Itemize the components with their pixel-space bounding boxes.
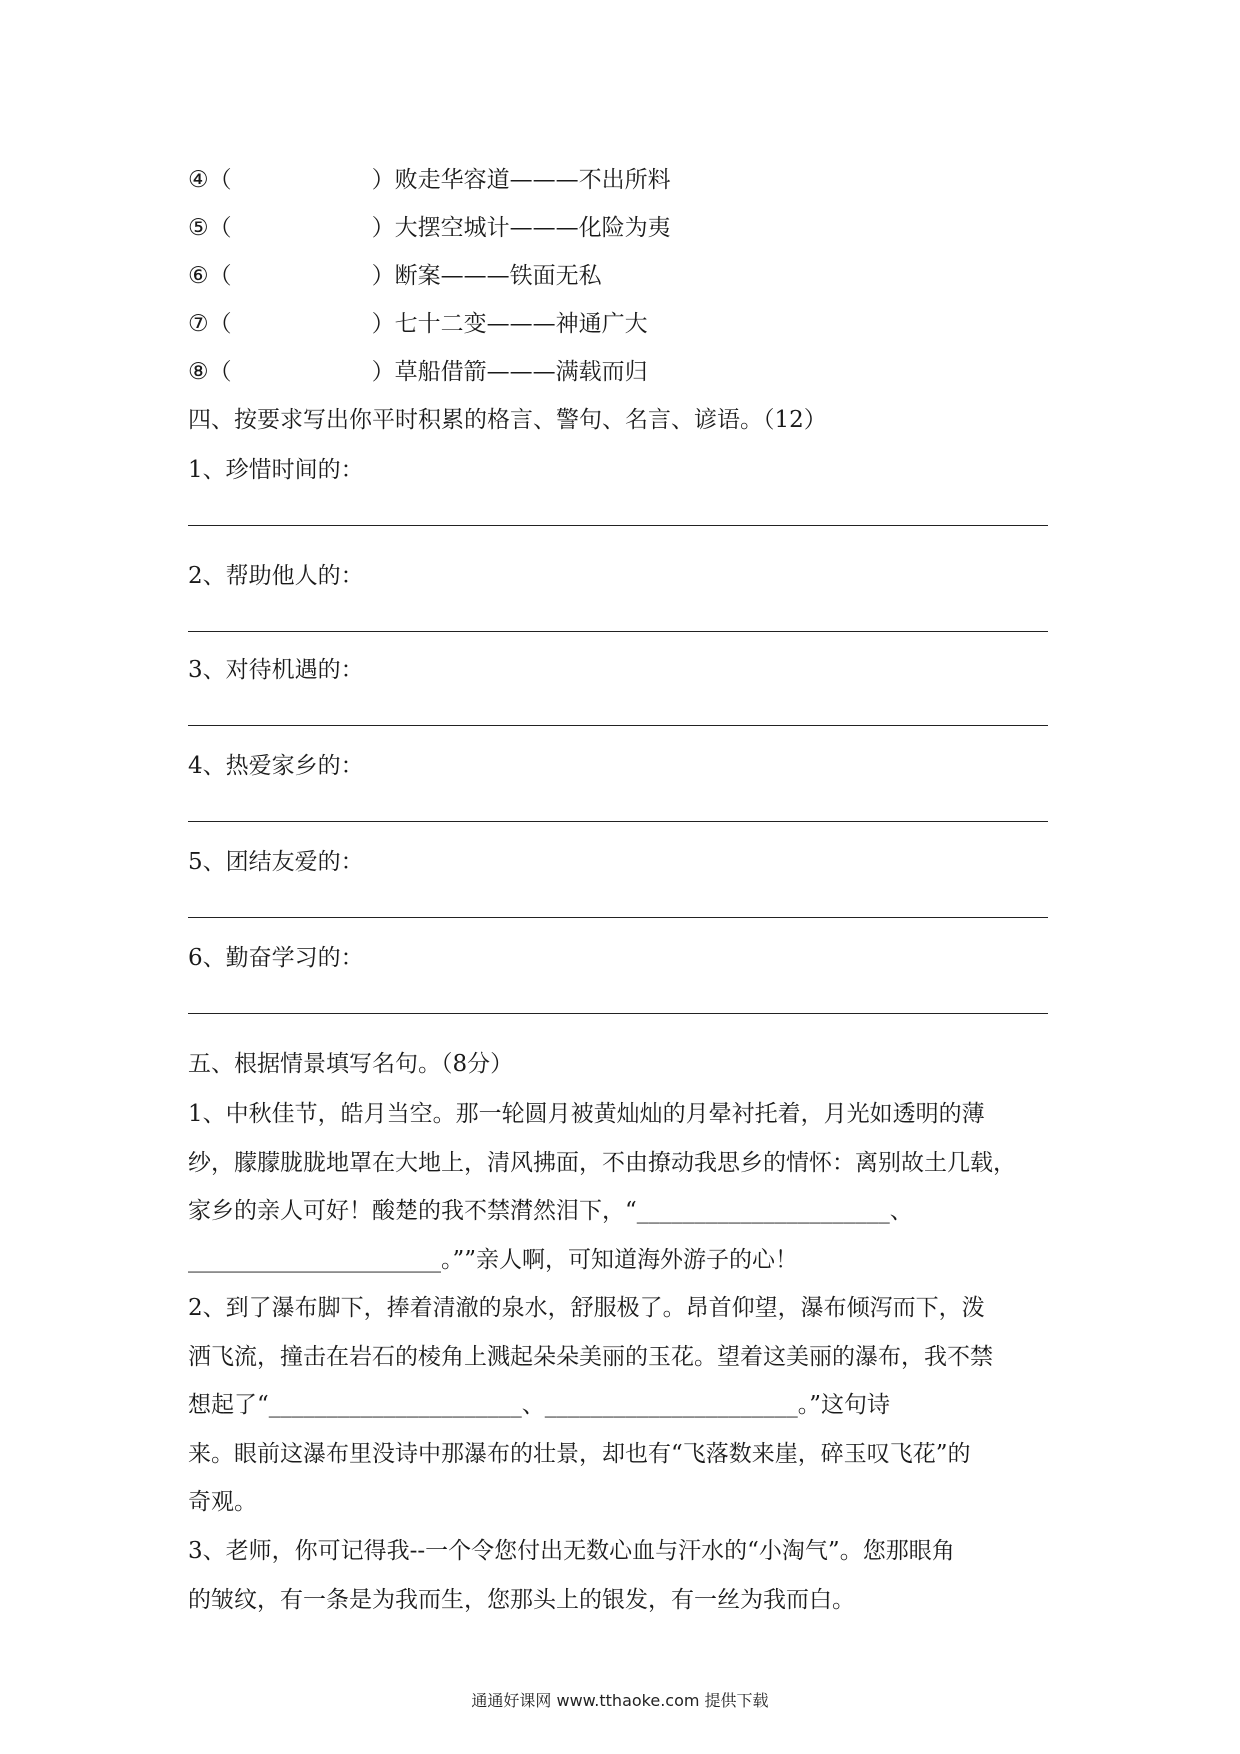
- item-close: ）: [371, 311, 395, 337]
- item-close: ）: [371, 359, 395, 385]
- question-1: [188, 1090, 1060, 1284]
- matching-item: [188, 357, 648, 387]
- section-4-item: 2、帮助他人的：: [188, 563, 364, 589]
- answer-line[interactable]: [188, 725, 1048, 726]
- matching-item: [188, 309, 648, 339]
- q2-line: 奇观。: [188, 1489, 257, 1515]
- q3-line: 的皱纹，有一条是为我而生，您那头上的银发，有一丝为我而白。: [188, 1586, 855, 1613]
- item-number: ④（: [188, 167, 232, 193]
- item-number: ⑥（: [188, 263, 232, 289]
- q1-line: 1、中秋佳节，皓月当空。那一轮圆月被黄灿灿的月晕衬托着，月光如透明的薄: [188, 1101, 985, 1127]
- answer-line[interactable]: [188, 1013, 1048, 1014]
- q1-line: 纱，朦朦胧胧地罩在大地上，清风拂面，不由撩动我思乡的情怀：离别故土几载，: [188, 1149, 1016, 1176]
- item-close: ）: [371, 215, 395, 241]
- item-text: 七十二变———神通广大: [394, 311, 648, 337]
- item-number: ⑧（: [188, 359, 232, 385]
- item-close: ）: [371, 167, 395, 193]
- answer-line[interactable]: [188, 917, 1048, 918]
- item-number: ⑤（: [188, 215, 232, 241]
- item-text: 草船借箭———满载而归: [394, 359, 648, 385]
- matching-item: [188, 261, 602, 291]
- question-3: [188, 1527, 1060, 1624]
- q3-line: 3、老师，你可记得我--一个令您付出无数心血与汗水的“小淘气”。您那眼角: [188, 1538, 955, 1564]
- q2-line: 2、到了瀑布脚下，捧着清澈的泉水，舒服极了。昂首仰望，瀑布倾泻而下，泼: [188, 1295, 985, 1321]
- q1-line: ______________________。””亲人啊，可知道海外游子的心！: [188, 1246, 799, 1273]
- answer-line[interactable]: [188, 631, 1048, 632]
- matching-item: [188, 213, 671, 243]
- section-4-heading: 四、按要求写出你平时积累的格言、警句、名言、谚语。（12）: [188, 407, 827, 433]
- item-text: 败走华容道———不出所料: [394, 167, 671, 193]
- answer-line[interactable]: [188, 525, 1048, 526]
- section-4-item: 5、团结友爱的：: [188, 849, 364, 875]
- item-close: ）: [371, 263, 395, 289]
- section-4-item: 3、对待机遇的：: [188, 657, 364, 683]
- q2-line: 洒飞流，撞击在岩石的棱角上溅起朵朵美丽的玉花。望着这美丽的瀑布，我不禁: [188, 1343, 993, 1370]
- matching-item: [188, 165, 671, 195]
- q2-line: 来。眼前这瀑布里没诗中那瀑布的壮景，却也有“飞落数来崖，碎玉叹飞花”的: [188, 1440, 971, 1467]
- section-4-item: 1、珍惜时间的：: [188, 457, 364, 483]
- item-number: ⑦（: [188, 311, 232, 337]
- item-text: 断案———铁面无私: [394, 263, 602, 289]
- q1-line: 家乡的亲人可好！酸楚的我不禁潸然泪下，“______________________、: [188, 1198, 913, 1224]
- section-5-heading: 五、根据情景填写名句。（8分）: [188, 1051, 514, 1077]
- section-4-item: 4、热爱家乡的：: [188, 753, 364, 779]
- page-footer: 通通好课网 www.tthaoke.com 提供下载: [471, 1691, 769, 1710]
- item-text: 大摆空城计———化险为夷: [394, 215, 671, 241]
- q2-line: 想起了“______________________、______________________。”这句诗: [188, 1392, 891, 1418]
- question-2: [188, 1284, 1060, 1527]
- section-4-item: 6、勤奋学习的：: [188, 945, 364, 971]
- answer-line[interactable]: [188, 821, 1048, 822]
